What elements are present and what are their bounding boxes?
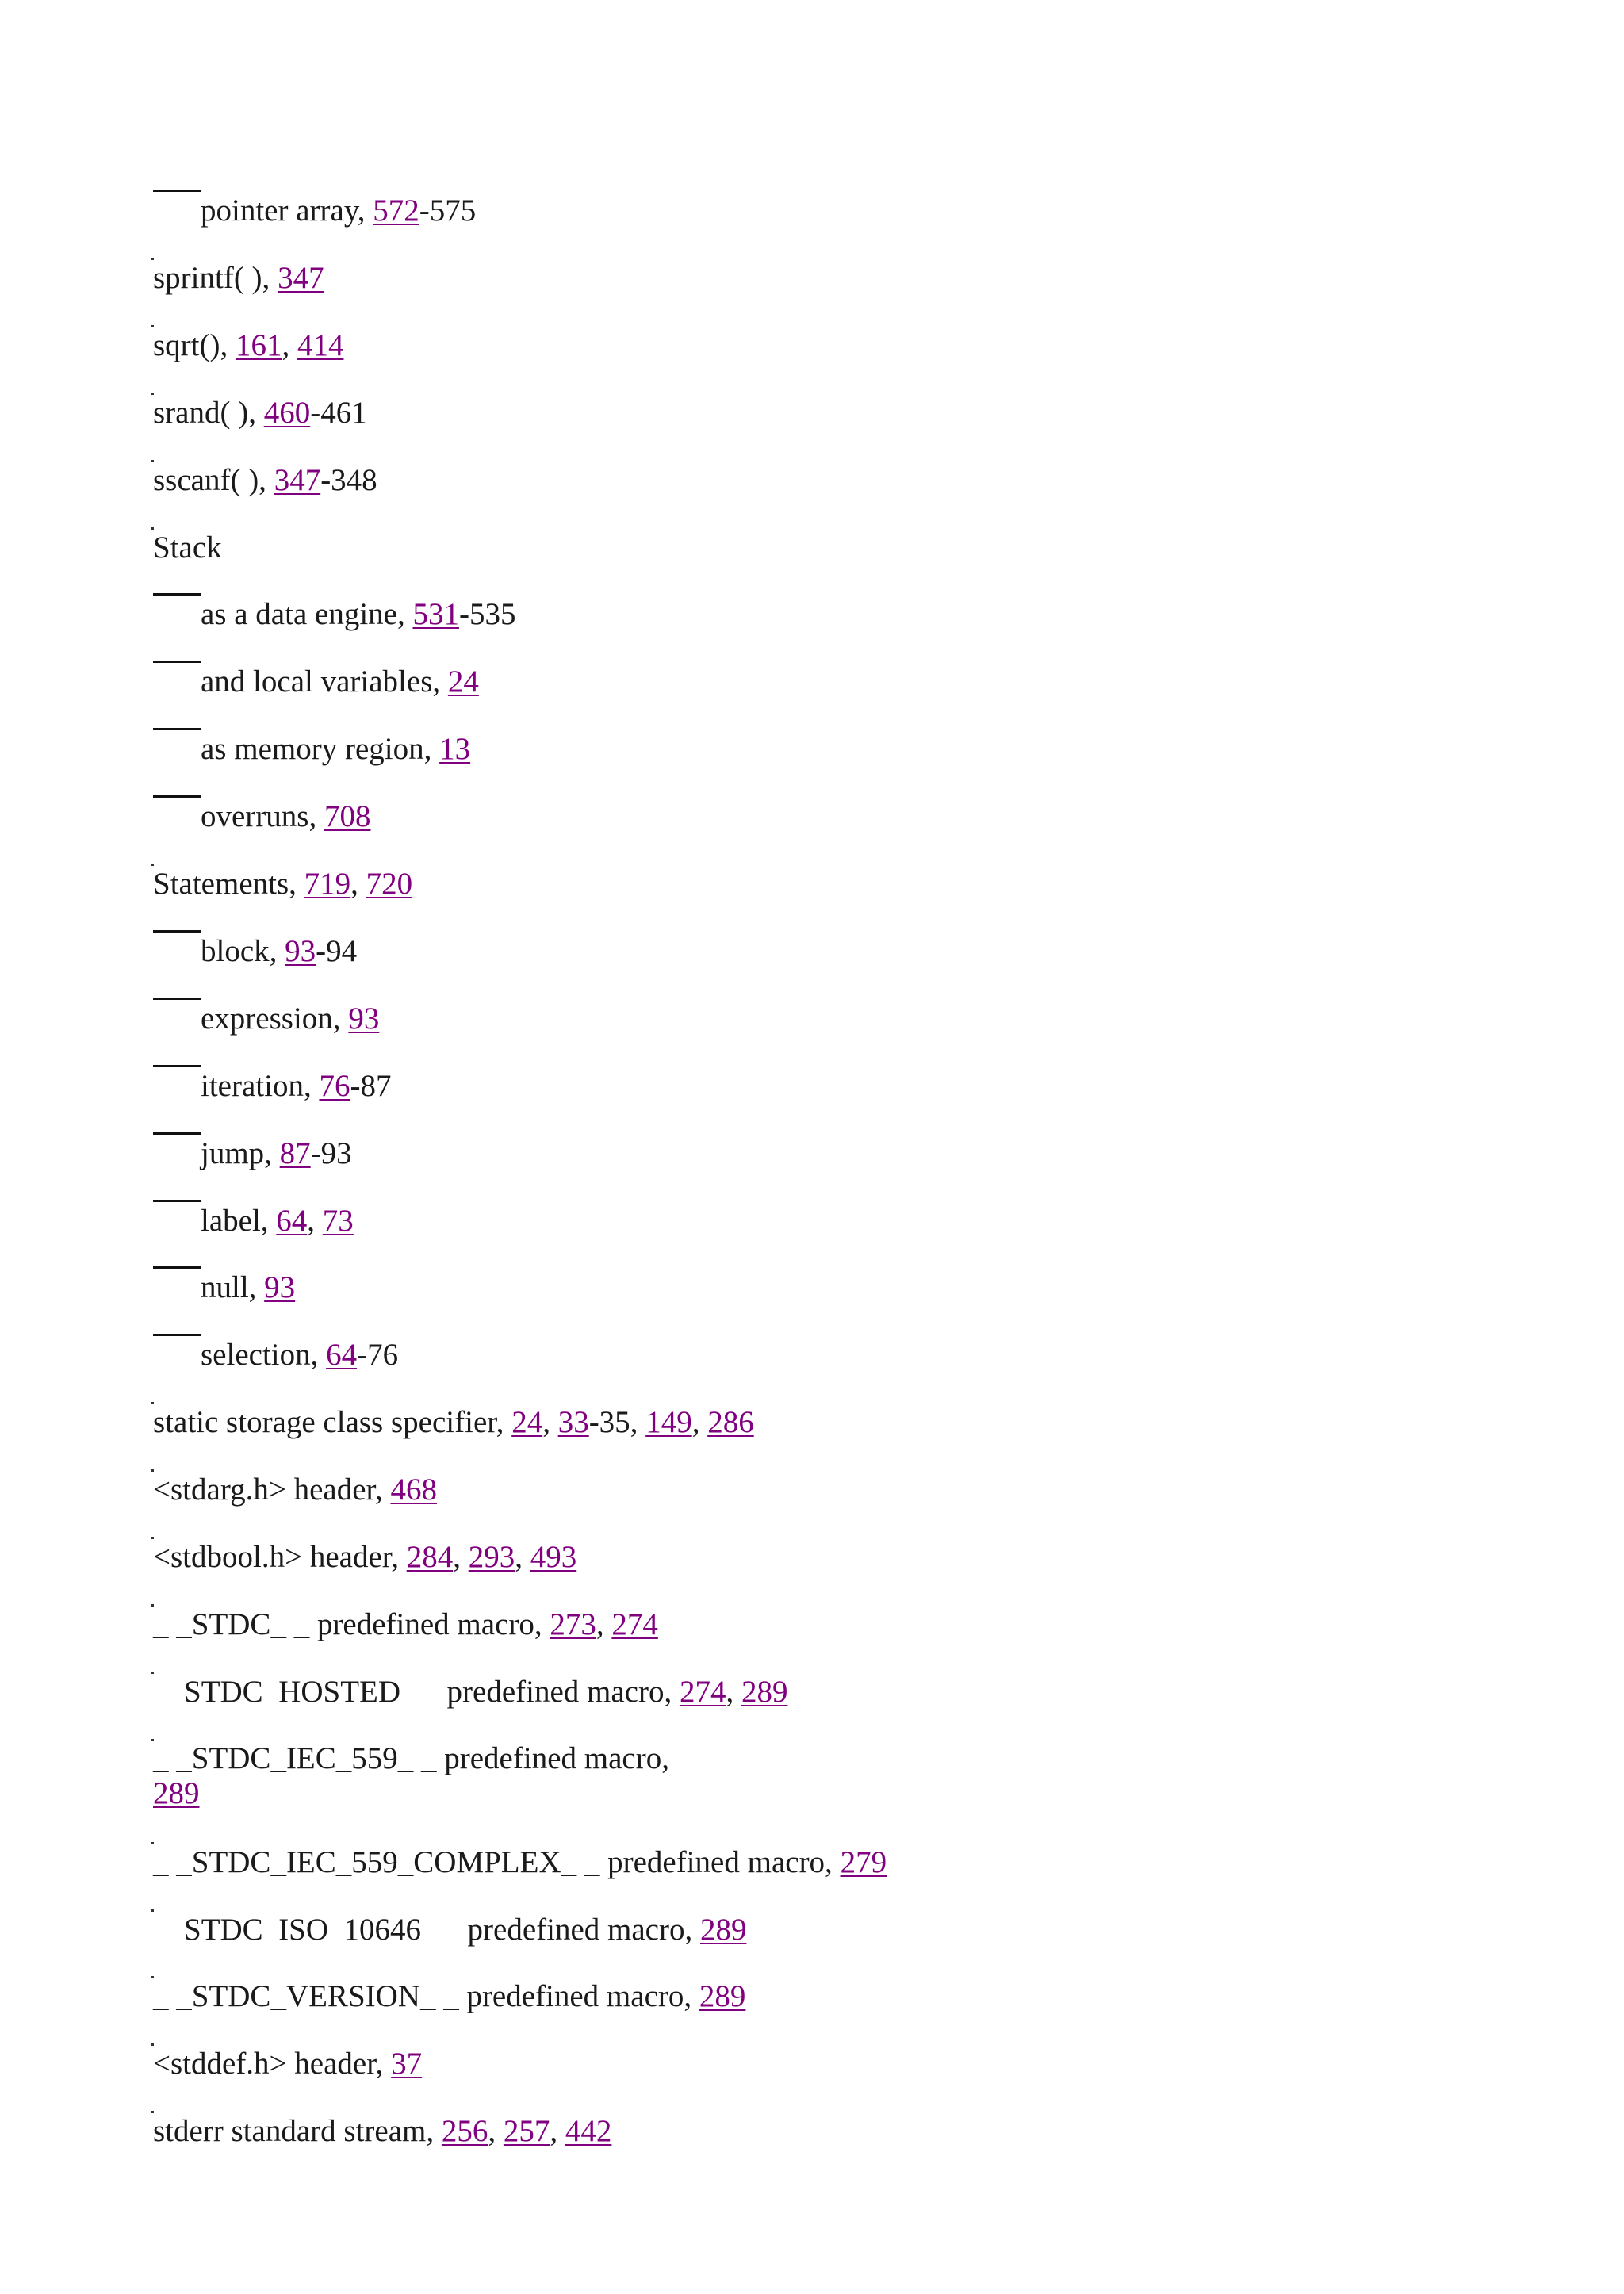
subentry-dash bbox=[153, 795, 201, 798]
entry-text bbox=[153, 1741, 669, 1811]
page-reference-link[interactable]: 87 bbox=[279, 1136, 311, 1170]
entry-term: STDC HOSTED predefined macro, bbox=[153, 1674, 680, 1709]
page-reference-link[interactable]: 572 bbox=[373, 193, 419, 228]
entry-text bbox=[201, 1068, 391, 1105]
page-reference-link[interactable]: 279 bbox=[840, 1844, 887, 1879]
page-reference-link[interactable]: 24 bbox=[511, 1405, 543, 1440]
page-reference-link[interactable]: 73 bbox=[322, 1203, 354, 1238]
subentry-dash bbox=[153, 190, 201, 192]
subentry-dash bbox=[153, 1200, 201, 1202]
subentry-dash bbox=[153, 1334, 201, 1336]
page-reference-link[interactable]: 347 bbox=[274, 462, 321, 497]
entry-text bbox=[201, 1270, 295, 1306]
page-reference-link[interactable]: 64 bbox=[326, 1338, 358, 1373]
entry-text bbox=[153, 866, 412, 902]
entry-text bbox=[201, 1001, 379, 1037]
entry-text bbox=[153, 1539, 576, 1576]
entry-text bbox=[153, 1674, 787, 1710]
page-reference-link[interactable]: 76 bbox=[319, 1068, 350, 1103]
entry-text bbox=[201, 596, 515, 633]
entry-text bbox=[201, 664, 479, 700]
entry-term: iteration, bbox=[201, 1068, 320, 1103]
page-reference-link[interactable]: 460 bbox=[263, 395, 311, 430]
entry-term: -76 bbox=[357, 1338, 399, 1373]
entry-term: as a data engine, bbox=[201, 597, 413, 632]
entry-term: , bbox=[453, 1540, 469, 1574]
entry-text bbox=[153, 1978, 745, 2015]
entry-term: , bbox=[350, 867, 366, 901]
entry-term: _ _STDC_IEC_559_ _ predefined macro, bbox=[153, 1741, 669, 1775]
entry-text bbox=[201, 731, 470, 768]
entry-term: and local variables, bbox=[201, 664, 448, 699]
entry-term: , bbox=[307, 1203, 323, 1238]
page-reference-link[interactable]: 531 bbox=[412, 597, 459, 632]
entry-term: sqrt(), bbox=[153, 327, 236, 362]
entry-term: static storage class specifier, bbox=[153, 1405, 512, 1440]
entry-term: _ _STDC_IEC_559_COMPLEX_ _ predefined macro, bbox=[153, 1844, 841, 1879]
entry-term: Stack bbox=[153, 530, 222, 565]
page-reference-link[interactable]: 347 bbox=[278, 260, 324, 295]
page-reference-link[interactable]: 149 bbox=[645, 1405, 692, 1440]
page-reference-link[interactable]: 289 bbox=[741, 1674, 788, 1709]
entry-line bbox=[153, 1741, 669, 1776]
entry-term: jump, bbox=[201, 1136, 280, 1170]
page-reference-link[interactable]: 274 bbox=[679, 1674, 726, 1709]
subentry-dash bbox=[153, 661, 201, 663]
page-reference-link[interactable]: 93 bbox=[285, 933, 316, 968]
page-reference-link[interactable]: 274 bbox=[611, 1607, 658, 1641]
entry-text bbox=[153, 462, 377, 499]
page-reference-link[interactable]: 720 bbox=[366, 867, 413, 901]
page-reference-link[interactable]: 286 bbox=[707, 1405, 754, 1440]
entry-term: -535 bbox=[458, 597, 516, 632]
entry-text bbox=[153, 1404, 754, 1441]
page-reference-link[interactable]: 13 bbox=[439, 732, 471, 767]
entry-term: -35, bbox=[588, 1405, 646, 1440]
page-reference-link[interactable]: 293 bbox=[468, 1540, 515, 1574]
subentry-dash bbox=[153, 998, 201, 1000]
entry-term: <stdbool.h> header, bbox=[153, 1540, 407, 1574]
entry-text bbox=[201, 933, 357, 970]
page-reference-link[interactable]: 256 bbox=[441, 2114, 488, 2149]
page-reference-link[interactable]: 24 bbox=[447, 664, 479, 699]
subentry-dash bbox=[153, 1132, 201, 1135]
entry-term: -87 bbox=[350, 1068, 392, 1103]
entry-line-continued bbox=[153, 1776, 669, 1811]
entry-term: STDC ISO 10646 predefined macro, bbox=[153, 1912, 700, 1947]
entry-term: <stddef.h> header, bbox=[153, 2047, 392, 2081]
entry-term: label, bbox=[201, 1203, 277, 1238]
entry-term: , bbox=[515, 1540, 530, 1574]
page-reference-link[interactable]: 289 bbox=[699, 1912, 747, 1947]
subentry-dash bbox=[153, 728, 201, 730]
entry-text bbox=[153, 1472, 437, 1508]
entry-term: , bbox=[488, 2114, 504, 2149]
page-reference-link[interactable]: 284 bbox=[406, 1540, 454, 1574]
page-reference-link[interactable]: 708 bbox=[324, 799, 371, 834]
page-reference-link[interactable]: 289 bbox=[699, 1979, 746, 2014]
entry-text bbox=[201, 1337, 398, 1373]
entry-term: , bbox=[282, 327, 297, 362]
entry-term: -348 bbox=[320, 462, 377, 497]
page-reference-link[interactable]: 442 bbox=[565, 2114, 612, 2149]
page-reference-link[interactable]: 289 bbox=[153, 1775, 200, 1810]
entry-term: -461 bbox=[310, 395, 367, 430]
page-reference-link[interactable]: 33 bbox=[557, 1405, 589, 1440]
entry-term: overruns, bbox=[201, 799, 324, 834]
subentry-dash bbox=[153, 1266, 201, 1269]
page-reference-link[interactable]: 468 bbox=[390, 1473, 437, 1507]
entry-term: <stdarg.h> header, bbox=[153, 1473, 391, 1507]
entry-text bbox=[153, 1844, 887, 1881]
entry-term: stderr standard stream, bbox=[153, 2114, 442, 2149]
page-reference-link[interactable]: 37 bbox=[391, 2047, 423, 2081]
entry-term: expression, bbox=[201, 1001, 349, 1036]
entry-text bbox=[153, 530, 222, 566]
entry-term: Statements, bbox=[153, 867, 304, 901]
entry-text bbox=[153, 2046, 422, 2082]
entry-term: , bbox=[550, 2114, 565, 2149]
page-reference-link[interactable]: 493 bbox=[530, 1540, 577, 1574]
entry-term: _ _STDC_VERSION_ _ predefined macro, bbox=[153, 1979, 699, 2014]
page-reference-link[interactable]: 161 bbox=[235, 327, 282, 362]
entry-term: -94 bbox=[316, 933, 358, 968]
entry-term: block, bbox=[201, 933, 285, 968]
entry-term: null, bbox=[201, 1270, 265, 1305]
entry-text bbox=[201, 798, 370, 835]
subentry-dash bbox=[153, 1065, 201, 1067]
entry-text bbox=[153, 327, 343, 364]
entry-term: sprintf( ), bbox=[153, 260, 278, 295]
entry-term: sscanf( ), bbox=[153, 462, 274, 497]
entry-term: -575 bbox=[419, 193, 477, 228]
subentry-dash bbox=[153, 593, 201, 596]
entry-text bbox=[153, 1607, 658, 1643]
page-reference-link[interactable]: 273 bbox=[550, 1607, 596, 1641]
subentry-dash bbox=[153, 930, 201, 933]
page-reference-link[interactable]: 414 bbox=[297, 327, 344, 362]
entry-text bbox=[201, 193, 476, 229]
entry-term: selection, bbox=[201, 1338, 327, 1373]
entry-term: , bbox=[726, 1674, 741, 1709]
page-reference-link[interactable]: 93 bbox=[264, 1270, 296, 1305]
entry-term: pointer array, bbox=[201, 193, 373, 228]
page-reference-link[interactable]: 93 bbox=[348, 1001, 380, 1036]
entry-term: -93 bbox=[310, 1136, 352, 1170]
page-reference-link[interactable]: 719 bbox=[304, 867, 351, 901]
page-reference-link[interactable]: 257 bbox=[503, 2114, 550, 2149]
entry-term: _ _STDC_ _ predefined macro, bbox=[153, 1607, 550, 1641]
entry-text bbox=[153, 260, 324, 297]
entry-text bbox=[153, 395, 367, 431]
entry-term: srand( ), bbox=[153, 395, 264, 430]
entry-term: , bbox=[542, 1405, 558, 1440]
entry-text bbox=[201, 1203, 354, 1239]
entry-term: as memory region, bbox=[201, 732, 440, 767]
entry-text bbox=[153, 1912, 746, 1948]
entry-text bbox=[153, 2113, 611, 2150]
entry-text bbox=[201, 1136, 352, 1172]
page-reference-link[interactable]: 64 bbox=[276, 1203, 308, 1238]
entry-term: , bbox=[596, 1607, 612, 1641]
entry-term: , bbox=[691, 1405, 708, 1440]
